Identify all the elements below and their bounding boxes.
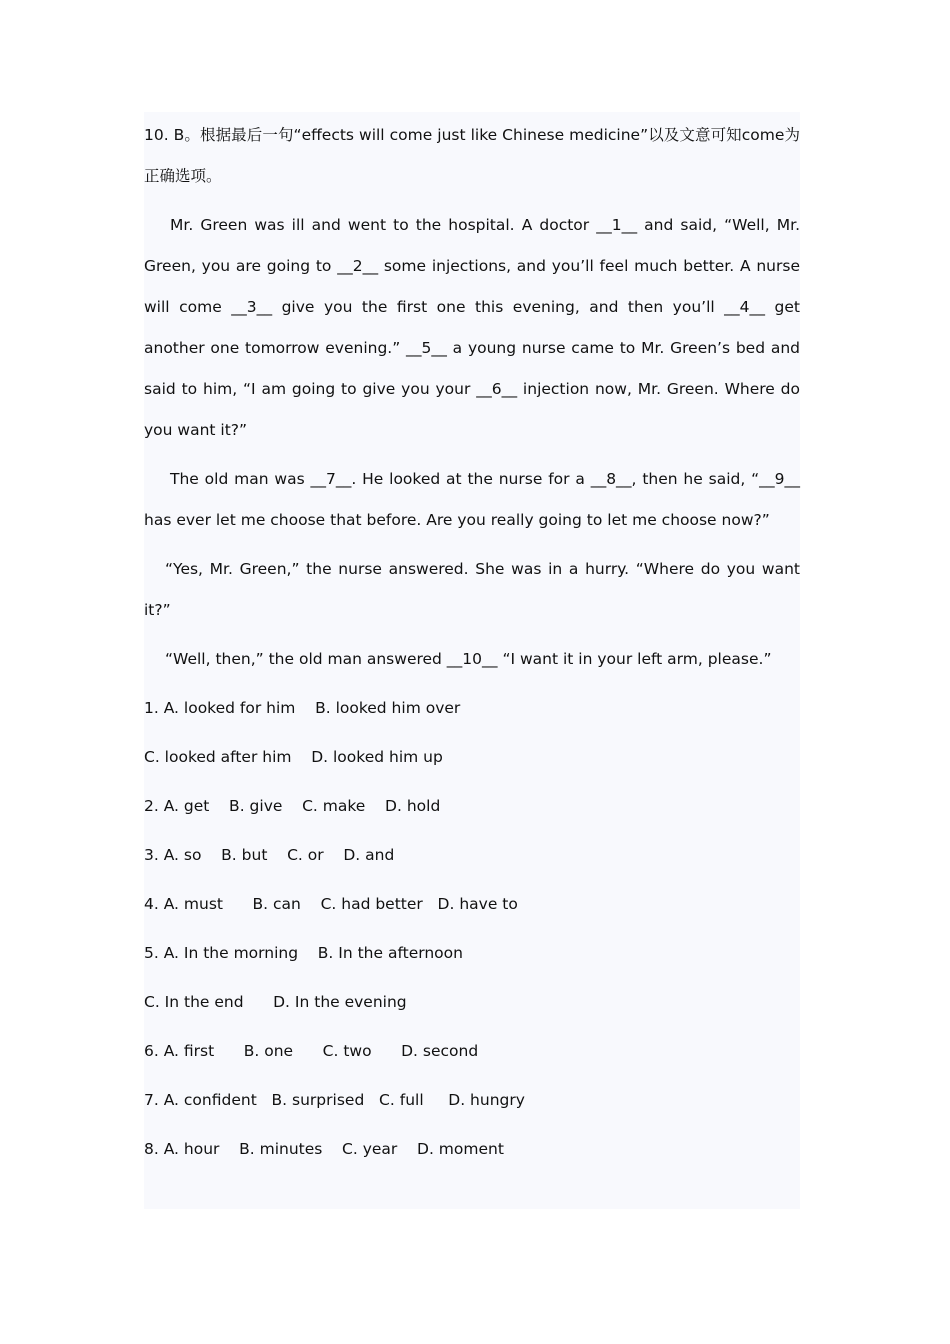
option-line: 6. A. first B. one C. two D. second	[144, 1042, 479, 1060]
option-line: 7. A. confident B. surprised C. full D. hungry	[144, 1091, 525, 1109]
option-line: 2. A. get B. give C. make D. hold	[144, 797, 441, 815]
option-line: C. In the end D. In the evening	[144, 993, 407, 1011]
option-line: C. looked after him D. looked him up	[144, 748, 443, 766]
passage-paragraph-3: “Yes, Mr. Green,” the nurse answered. She was in a hurry. “Where do you want it?”	[144, 560, 800, 619]
option-line: 4. A. must B. can C. had better D. have to	[144, 895, 518, 913]
document-body	[144, 115, 800, 1178]
option-line: 5. A. In the morning B. In the afternoon	[144, 944, 463, 962]
option-line: 1. A. looked for him B. looked him over	[144, 699, 461, 717]
option-line: 8. A. hour B. minutes C. year D. moment	[144, 1140, 504, 1158]
option-line: 3. A. so B. but C. or D. and	[144, 846, 395, 864]
passage-paragraph-4: “Well, then,” the old man answered __10__ “I want it in your left arm, please.”	[165, 650, 772, 668]
passage-paragraph-2: The old man was __7__. He looked at the nurse for a __8__, then he said, “__9__ has ever let me choose that before. Are you really going to let me choose now?”	[144, 470, 800, 529]
passage-paragraph-1: Mr. Green was ill and went to the hospital. A doctor __1__ and said, “Well, Mr. Green, you are going to __2__ some injections, and you’ll feel much better. A nurse will come __3__ give you the first one this evening, and then you’ll __4__ get another one tomorrow evening.” __5__ a young nurse came to Mr. Green’s bed and said to him, “I am going to give you your __6__ injection now, Mr. Green. Where do you want it?”	[144, 216, 800, 439]
options-list	[144, 688, 800, 1170]
answer-explanation: 10. B。根据最后一句“effects will come just like Chinese medicine”以及文意可知come为正确选项。	[144, 126, 800, 185]
